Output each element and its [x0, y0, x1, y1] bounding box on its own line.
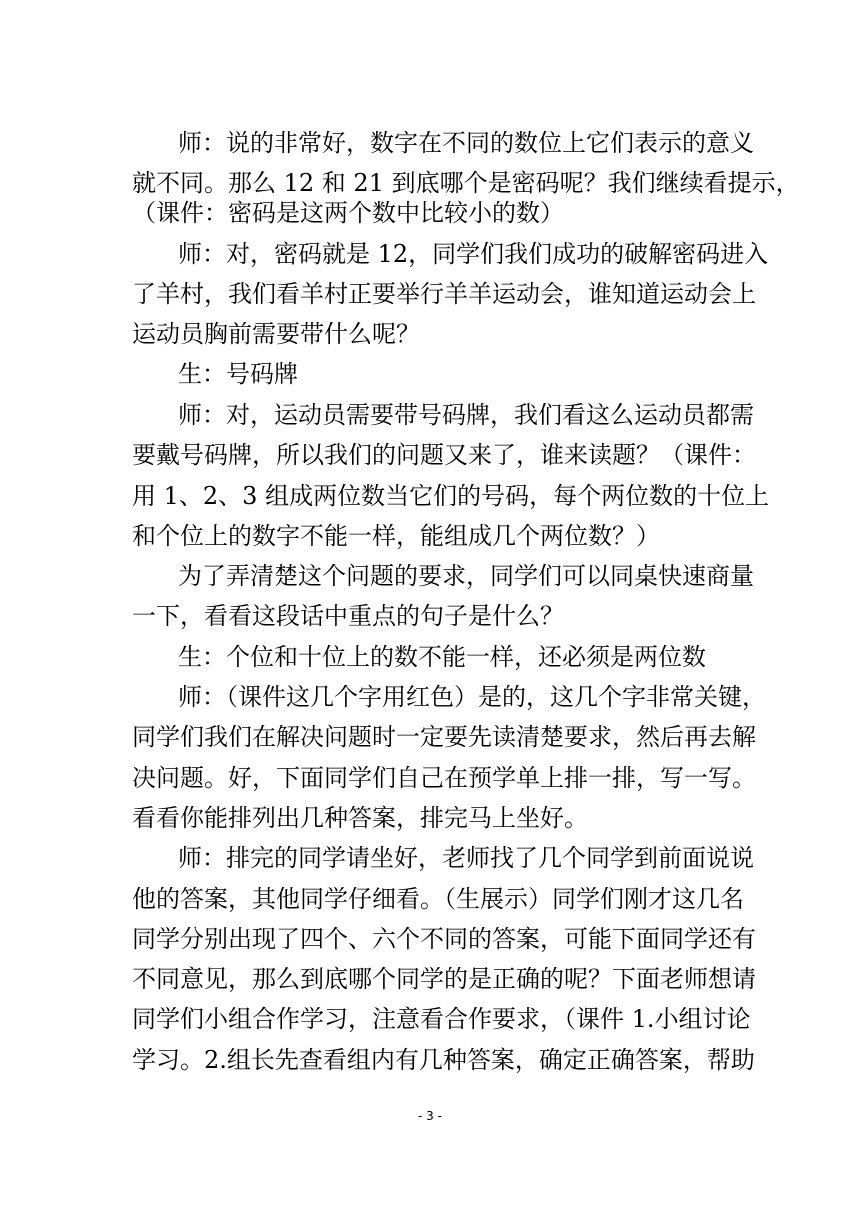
- paragraph-8-line-5: 同学们小组合作学习，注意看合作要求，（课件 1.小组讨论: [132, 1005, 751, 1033]
- paragraph-7-line-2: 同学们我们在解决问题时一定要先读清楚要求，然后再去解: [132, 723, 756, 751]
- paragraph-5-line-2: 一下，看看这段话中重点的句子是什么？: [132, 602, 564, 630]
- paragraph-4-line-1: 师：对，运动员需要带号码牌，我们看这么运动员都需: [178, 401, 754, 429]
- paragraph-6-line-1: 生：个位和十位上的数不能一样，还必须是两位数: [178, 643, 706, 671]
- paragraph-2-line-3: 运动员胸前需要带什么呢？: [132, 320, 420, 348]
- paragraph-5-line-1: 为了弄清楚这个问题的要求，同学们可以同桌快速商量: [178, 562, 754, 590]
- paragraph-8-line-4: 不同意见，那么到底哪个同学的是正确的呢？下面老师想请: [132, 965, 756, 993]
- paragraph-7-line-3: 决问题。好，下面同学们自己在预学单上排一排，写一写。: [132, 764, 756, 792]
- paragraph-4-line-2: 要戴号码牌，所以我们的问题又来了，谁来读题？（课件：: [132, 441, 756, 469]
- paragraph-3-line-1: 生：号码牌: [178, 360, 298, 388]
- paragraph-7-line-1: 师：（课件这几个字用红色）是的，这几个字非常关键，: [178, 683, 766, 711]
- paragraph-2-line-1: 师：对，密码就是 12，同学们我们成功的破解密码进入: [178, 240, 769, 268]
- paragraph-1-line-3: （课件：密码是这两个数中比较小的数）: [132, 199, 564, 227]
- paragraph-4-line-4: 和个位上的数字不能一样，能组成几个两位数？）: [132, 522, 660, 550]
- paragraph-8-line-1: 师：排完的同学请坐好，老师找了几个同学到前面说说: [178, 844, 754, 872]
- paragraph-4-line-3: 用 1、2、3 组成两位数当它们的号码，每个两位数的十位上: [132, 482, 770, 510]
- paragraph-1-line-1: 师：说的非常好，数字在不同的数位上它们表示的意义: [178, 129, 754, 157]
- paragraph-7-line-4: 看看你能排列出几种答案，排完马上坐好。: [132, 804, 588, 832]
- paragraph-8-line-3: 同学分别出现了四个、六个不同的答案，可能下面同学还有: [132, 925, 756, 953]
- paragraph-8-line-6: 学习。2.组长先查看组内有几种答案，确定正确答案，帮助: [132, 1046, 755, 1074]
- paragraph-8-line-2: 他的答案，其他同学仔细看。（生展示）同学们刚才这几名: [132, 885, 744, 913]
- page-number: - 3 -: [418, 1109, 442, 1123]
- paragraph-1-line-2: 就不同。那么 12 和 21 到底哪个是密码呢？我们继续看提示，: [132, 169, 800, 197]
- paragraph-2-line-2: 了羊村，我们看羊村正要举行羊羊运动会，谁知道运动会上: [132, 280, 756, 308]
